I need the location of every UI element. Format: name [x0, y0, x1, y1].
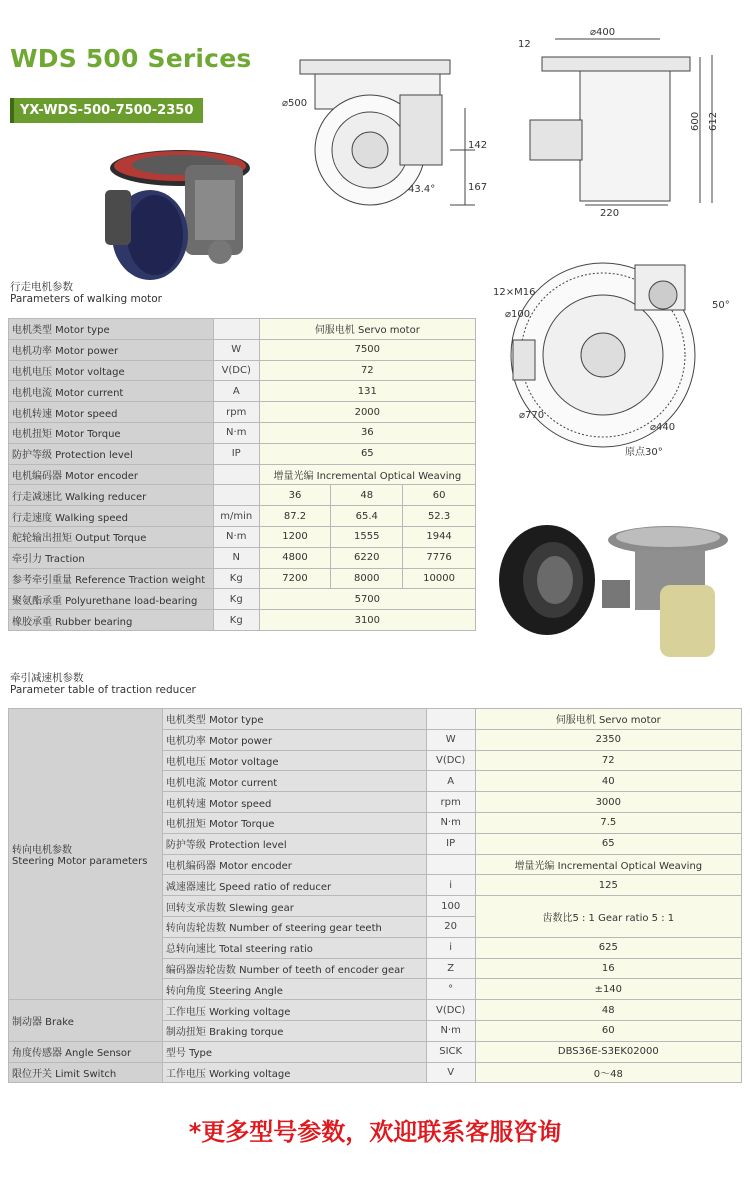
svg-text:220: 220: [600, 208, 620, 219]
svg-text:⌀400: ⌀400: [590, 27, 616, 38]
row-value: 伺服电机 Servo motor: [259, 319, 475, 340]
row-value: 625: [475, 937, 741, 958]
row-label: 橡胶承重 Rubber bearing: [9, 610, 214, 631]
front-view-drawing: [510, 25, 725, 220]
steering-drive-photo: [600, 515, 735, 665]
row-value: 1555: [331, 526, 403, 547]
row-label: 电机转速 Motor speed: [9, 402, 214, 423]
row-unit: [213, 464, 259, 485]
table-row: [9, 360, 476, 381]
svg-text:⌀770: ⌀770: [519, 410, 545, 421]
row-value: 72: [259, 360, 475, 381]
row-value: 5700: [259, 589, 475, 610]
row-unit: N·m: [213, 526, 259, 547]
row-unit: V(DC): [426, 750, 475, 771]
svg-text:12×M16: 12×M16: [493, 287, 536, 298]
traction-reducer-table: [8, 708, 742, 1083]
row-value: 6220: [331, 547, 403, 568]
row-value: 40: [475, 771, 741, 792]
row-value: 7776: [403, 547, 476, 568]
table-row: [9, 568, 476, 589]
row-unit: 100: [426, 896, 475, 917]
svg-text:612: 612: [708, 111, 719, 131]
row-label: 舵轮输出扭矩 Output Torque: [9, 526, 214, 547]
row-unit: A: [426, 771, 475, 792]
row-value: 7500: [259, 339, 475, 360]
row-label: 行走速度 Walking speed: [9, 506, 214, 527]
table-row: [9, 402, 476, 423]
row-label: 电机编码器 Motor encoder: [162, 854, 426, 875]
svg-text:142: 142: [468, 140, 488, 151]
table-row: [9, 339, 476, 360]
row-label: 总转向速比 Total steering ratio: [162, 937, 426, 958]
row-label: 电机编码器 Motor encoder: [9, 464, 214, 485]
group-label-en: Steering Motor parameters: [12, 856, 148, 868]
row-value: 1200: [259, 526, 331, 547]
group-limit-switch: 限位开关 Limit Switch: [9, 1062, 163, 1083]
row-label: 电机电压 Motor voltage: [162, 750, 426, 771]
table-row: [9, 610, 476, 631]
svg-text:167: 167: [468, 182, 488, 193]
row-value: 7.5: [475, 812, 741, 833]
row-value: 65.4: [331, 506, 403, 527]
walking-title-cn: 行走电机参数: [10, 281, 73, 293]
group-brake: 制动器 Brake: [9, 1000, 163, 1042]
row-unit: i: [426, 937, 475, 958]
svg-text:⌀500: ⌀500: [282, 98, 308, 109]
row-label: 型号 Type: [162, 1041, 426, 1062]
row-unit: SICK: [426, 1041, 475, 1062]
row-value: 2350: [475, 729, 741, 750]
drive-wheel-photo: [95, 140, 265, 285]
row-label: 工作电压 Working voltage: [162, 1062, 426, 1083]
table-row: [9, 526, 476, 547]
row-label: 防护等级 Protection level: [162, 833, 426, 854]
svg-text:原点30°: 原点30°: [625, 447, 663, 458]
row-value: 伺服电机 Servo motor: [475, 709, 741, 730]
row-value: 3000: [475, 792, 741, 813]
svg-text:50°: 50°: [712, 300, 730, 311]
side-view-drawing: [280, 30, 490, 215]
row-unit: A: [213, 381, 259, 402]
row-unit: rpm: [213, 402, 259, 423]
row-value: 0～48: [475, 1062, 741, 1083]
row-value: 10000: [403, 568, 476, 589]
row-label: 行走减速比 Walking reducer: [9, 485, 214, 506]
table-row: [9, 1000, 742, 1021]
row-unit: N·m: [213, 422, 259, 443]
table-row: [9, 709, 742, 730]
row-unit: W: [426, 729, 475, 750]
row-unit: [426, 709, 475, 730]
row-unit: IP: [426, 833, 475, 854]
row-value: 2000: [259, 402, 475, 423]
row-unit: N: [213, 547, 259, 568]
row-value: 72: [475, 750, 741, 771]
row-unit: V(DC): [213, 360, 259, 381]
row-unit: Kg: [213, 589, 259, 610]
svg-text:⌀440: ⌀440: [650, 422, 676, 433]
row-value: 7200: [259, 568, 331, 589]
contact-note: *更多型号参数，欢迎联系客服咨询: [188, 1118, 562, 1146]
row-label: 电机电流 Motor current: [162, 771, 426, 792]
row-label: 聚氨酯承重 Polyurethane load-bearing: [9, 589, 214, 610]
table-row: [9, 589, 476, 610]
row-unit: [213, 485, 259, 506]
row-label: 电机电流 Motor current: [9, 381, 214, 402]
row-unit: rpm: [426, 792, 475, 813]
row-label: 电机扭矩 Motor Torque: [162, 812, 426, 833]
row-unit: m/min: [213, 506, 259, 527]
row-unit: Kg: [213, 610, 259, 631]
top-view-drawing: [485, 245, 740, 460]
row-unit: [426, 854, 475, 875]
row-value: 8000: [331, 568, 403, 589]
series-title: WDS 500 Serices: [10, 44, 252, 73]
row-label: 减速器速比 Speed ratio of reducer: [162, 875, 426, 896]
walking-motor-table: [8, 318, 476, 631]
svg-text:12: 12: [518, 39, 531, 50]
row-label: 制动扭矩 Braking torque: [162, 1020, 426, 1041]
row-value: 增量光编 Incremental Optical Weaving: [259, 464, 475, 485]
svg-text:600: 600: [690, 111, 701, 131]
group-label-cn: 转向电机参数: [12, 845, 72, 857]
table-row: [9, 506, 476, 527]
row-unit: [213, 319, 259, 340]
row-label: 电机扭矩 Motor Torque: [9, 422, 214, 443]
row-value: 36: [259, 485, 331, 506]
table-row: [9, 1041, 742, 1062]
row-label: 电机电压 Motor voltage: [9, 360, 214, 381]
row-value: 60: [403, 485, 476, 506]
row-value: 1944: [403, 526, 476, 547]
row-label: 电机类型 Motor type: [9, 319, 214, 340]
row-value: 52.3: [403, 506, 476, 527]
row-unit: V: [426, 1062, 475, 1083]
row-unit: V(DC): [426, 1000, 475, 1021]
table-row: [9, 547, 476, 568]
traction-title-cn: 牵引减速机参数: [10, 672, 84, 684]
row-unit: Z: [426, 958, 475, 979]
row-value: 60: [475, 1020, 741, 1041]
row-label: 防护等级 Protection level: [9, 443, 214, 464]
group-steering-motor: [9, 709, 163, 1000]
row-value: 48: [475, 1000, 741, 1021]
row-label: 回转支承齿数 Slewing gear: [162, 896, 426, 917]
walking-title-en: Parameters of walking motor: [10, 293, 162, 305]
group-angle-sensor: 角度传感器 Angle Sensor: [9, 1041, 163, 1062]
row-value: 16: [475, 958, 741, 979]
row-unit: IP: [213, 443, 259, 464]
row-label: 电机转速 Motor speed: [162, 792, 426, 813]
gear-ratio-note: 齿数比5 : 1 Gear ratio 5 : 1: [475, 896, 741, 938]
row-value: 36: [259, 422, 475, 443]
row-unit: °: [426, 979, 475, 1000]
table-row: [9, 381, 476, 402]
row-unit: Kg: [213, 568, 259, 589]
table-row: [9, 485, 476, 506]
row-label: 电机功率 Motor power: [162, 729, 426, 750]
row-unit: i: [426, 875, 475, 896]
svg-text:⌀100: ⌀100: [505, 309, 531, 320]
row-label: 工作电压 Working voltage: [162, 1000, 426, 1021]
table-row: [9, 443, 476, 464]
table-row: [9, 1062, 742, 1083]
row-label: 转向齿轮齿数 Number of steering gear teeth: [162, 916, 426, 937]
row-value: 125: [475, 875, 741, 896]
traction-title-en: Parameter table of traction reducer: [10, 684, 196, 696]
table-row: [9, 464, 476, 485]
row-value: 3100: [259, 610, 475, 631]
row-value: 65: [475, 833, 741, 854]
row-label: 参考牵引重量 Reference Traction weight: [9, 568, 214, 589]
row-value: 87.2: [259, 506, 331, 527]
row-unit: W: [213, 339, 259, 360]
table-row: [9, 319, 476, 340]
row-value: 增量光编 Incremental Optical Weaving: [475, 854, 741, 875]
row-value: 65: [259, 443, 475, 464]
row-value: 131: [259, 381, 475, 402]
tire-photo: [495, 522, 600, 637]
model-badge: YX-WDS-500-7500-2350: [10, 98, 203, 123]
row-label: 牵引力 Traction: [9, 547, 214, 568]
row-label: 电机类型 Motor type: [162, 709, 426, 730]
row-value: 48: [331, 485, 403, 506]
table-row: [9, 422, 476, 443]
row-label: 编码器齿轮齿数 Number of teeth of encoder gear: [162, 958, 426, 979]
row-value: DBS36E-S3EK02000: [475, 1041, 741, 1062]
row-value: 4800: [259, 547, 331, 568]
row-unit: N·m: [426, 1020, 475, 1041]
row-value: ±140: [475, 979, 741, 1000]
row-label: 电机功率 Motor power: [9, 339, 214, 360]
row-label: 转向角度 Steering Angle: [162, 979, 426, 1000]
row-unit: 20: [426, 916, 475, 937]
svg-text:43.4°: 43.4°: [408, 184, 436, 195]
row-unit: N·m: [426, 812, 475, 833]
